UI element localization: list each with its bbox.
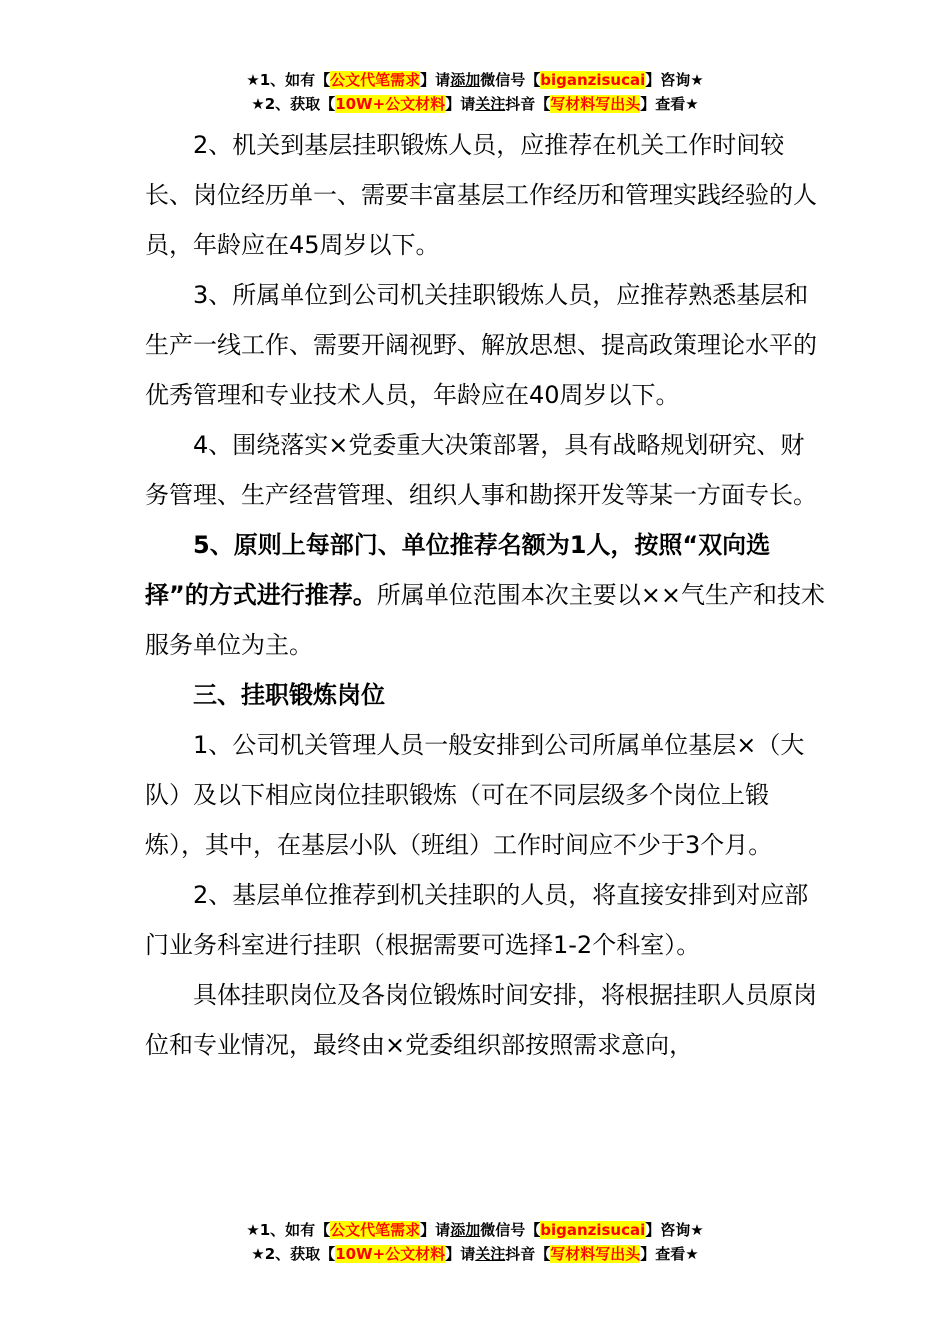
banner-text: 】请: [445, 95, 476, 113]
banner-underline: 添加: [450, 1221, 481, 1239]
banner-highlight: biganzisucai: [540, 71, 646, 89]
footer-banner: [0, 1218, 950, 1266]
banner-text: ★1、如有【: [246, 71, 331, 89]
banner-text: 抖音【: [505, 95, 551, 113]
banner-highlight: biganzisucai: [540, 1221, 646, 1239]
banner-underline: 关注: [475, 1245, 506, 1263]
banner-text: 】请: [420, 1221, 451, 1239]
banner-highlight: 10W+公文材料: [335, 1245, 446, 1263]
banner-text: 】咨询★: [645, 71, 704, 89]
header-line-1: [0, 68, 950, 92]
banner-highlight: 写材料写出头: [550, 1245, 641, 1263]
banner-text: 】查看★: [640, 95, 699, 113]
banner-text: 】请: [420, 71, 451, 89]
banner-highlight: 写材料写出头: [550, 95, 641, 113]
section-heading: 三、挂职锻炼岗位: [193, 681, 385, 709]
banner-text: ★2、获取【: [251, 1245, 336, 1263]
document-body: [145, 120, 825, 1070]
banner-text: ★1、如有【: [246, 1221, 331, 1239]
paragraph: 4、围绕落实×党委重大决策部署，具有战略规划研究、财务管理、生产经营管理、组织人事和勘探开发等某一方面专长。: [145, 431, 817, 509]
banner-underline: 关注: [475, 95, 506, 113]
banner-text: 微信号【: [480, 1221, 541, 1239]
paragraph-text: 所属单位范围本次主要以××气生产和技术服务单位为主。: [145, 581, 825, 659]
footer-line-1: [0, 1218, 950, 1242]
banner-underline: 添加: [450, 71, 481, 89]
banner-text: 】请: [445, 1245, 476, 1263]
banner-text: ★2、获取【: [251, 95, 336, 113]
bold-text: 5、原则上每部门、单位推荐名额为1人，按照“双向选择”的方式进行推荐。: [145, 531, 771, 609]
paragraph: 2、基层单位推荐到机关挂职的人员，将直接安排到对应部门业务科室进行挂职（根据需要可选择1-2个科室）。: [145, 881, 809, 959]
paragraph: 1、公司机关管理人员一般安排到公司所属单位基层×（大队）及以下相应岗位挂职锻炼（可在不同层级多个岗位上锻炼），其中，在基层小队（班组）工作时间应不少于3个月。: [145, 731, 805, 859]
banner-highlight: 公文代笔需求: [330, 71, 421, 89]
banner-text: 】查看★: [640, 1245, 699, 1263]
header-banner: [0, 68, 950, 116]
paragraph: 3、所属单位到公司机关挂职锻炼人员，应推荐熟悉基层和生产一线工作、需要开阔视野、解放思想、提高政策理论水平的优秀管理和专业技术人员，年龄应在40周岁以下。: [145, 281, 817, 409]
paragraph: 具体挂职岗位及各岗位锻炼时间安排，将根据挂职人员原岗位和专业情况，最终由×党委组织部按照需求意向，: [145, 981, 817, 1059]
header-line-2: [0, 92, 950, 116]
banner-text: 微信号【: [480, 71, 541, 89]
banner-highlight: 公文代笔需求: [330, 1221, 421, 1239]
paragraph: 2、机关到基层挂职锻炼人员，应推荐在机关工作时间较长、岗位经历单一、需要丰富基层工作经历和管理实践经验的人员，年龄应在45周岁以下。: [145, 131, 817, 259]
banner-text: 】咨询★: [645, 1221, 704, 1239]
footer-line-2: [0, 1242, 950, 1266]
paragraph: [145, 520, 825, 670]
banner-text: 抖音【: [505, 1245, 551, 1263]
banner-highlight: 10W+公文材料: [335, 95, 446, 113]
